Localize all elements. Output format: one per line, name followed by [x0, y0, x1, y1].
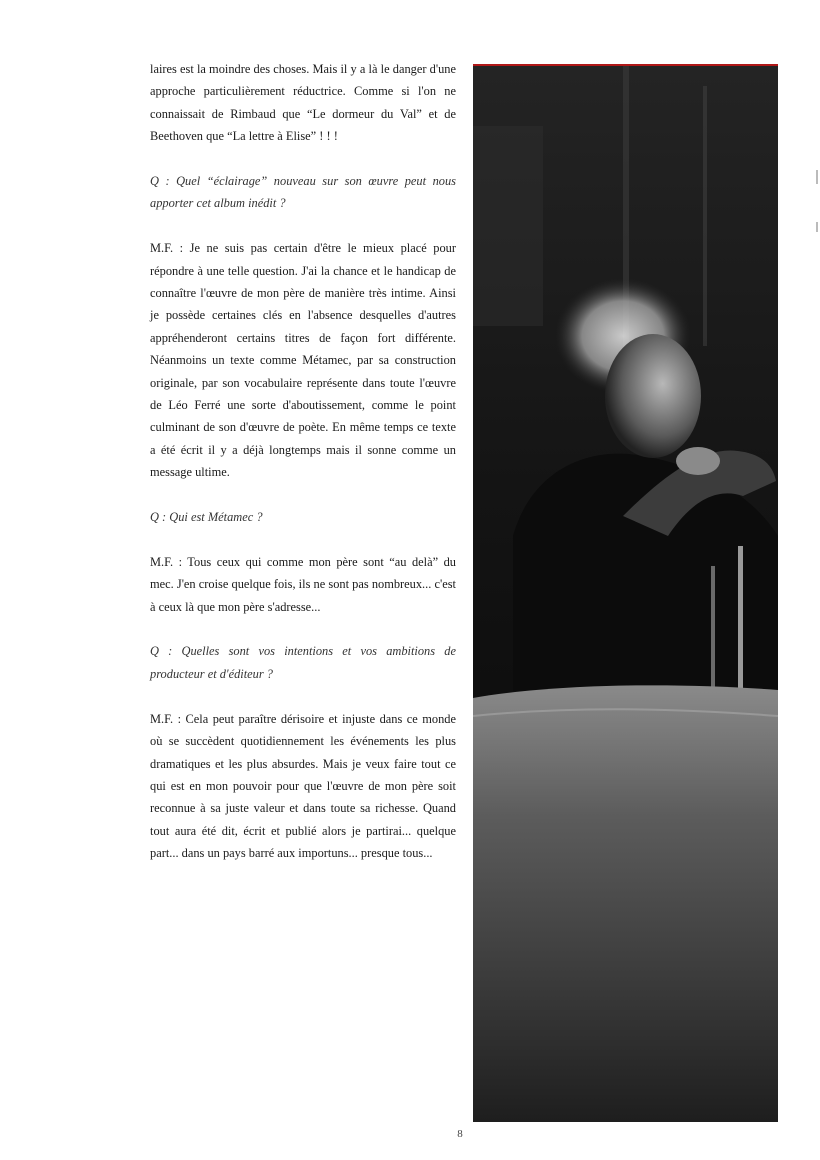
- page-edge-mark: [816, 222, 818, 232]
- page-edge-mark: [816, 170, 818, 184]
- question-metamec: Q : Qui est Métamec ?: [150, 510, 263, 525]
- answer-metamec: M.F. : Tous ceux qui comme mon père sont “au delà” du mec. J'en croise quelque fois, ils ne sont pas nombreux... c'est à ceux là que mon père s'adresse...: [150, 554, 456, 614]
- portrait-illustration: [473, 66, 778, 1122]
- answer-intentions: M.F. : Cela peut paraître dérisoire et injuste dans ce monde où se succèdent quotidiennement les événements les plus dramatiques et les plus absurdes. Mais je veux faire tout ce qui est en mon pouvoir pour que l'œuvre de mon père soit reconnue à sa juste valeur et dans toute sa richesse. Quand tout aura été dit, écrit et publié alors je partirai... quelque part... dans un pays barré aux importuns... presque tous...: [150, 711, 456, 861]
- question-intentions: Q : Quelles sont vos intentions et vos ambitions de producteur et d'éditeur ?: [150, 644, 456, 681]
- page-number: 8: [457, 1128, 463, 1140]
- paragraph-intro: laires est la moindre des choses. Mais il y a là le danger d'une approche particulièrement réductrice. Comme si l'on ne connaissait de Rimbaud que “Le dormeur du Val” et de Beethoven que “La lettre à Elise” ! ! !: [150, 62, 456, 144]
- answer-eclairage: M.F. : Je ne suis pas certain d'être le mieux placé pour répondre à une telle question. J'ai la chance et le handicap de connaître l'œuvre de mon père de manière très intime. Ainsi je possède certaines clés en l'absence desquelles d'autres appréhenderont certains titres de façon fort différente. Néanmoins un texte comme Métamec, par sa construction originale, par son vocabulaire représente dans toute l'œuvre de Léo Ferré une sorte d'aboutissement, comme le point culminant de son d'œuvre de poète. En même temps ce texte a été écrit il y a déjà longtemps mais il sonne comme un message ultime.: [150, 241, 456, 480]
- article-text-column: [150, 58, 456, 865]
- question-eclairage: Q : Quel “éclairage” nouveau sur son œuvre peut nous apporter cet album inédit ?: [150, 174, 456, 211]
- portrait-photo: [473, 64, 778, 1122]
